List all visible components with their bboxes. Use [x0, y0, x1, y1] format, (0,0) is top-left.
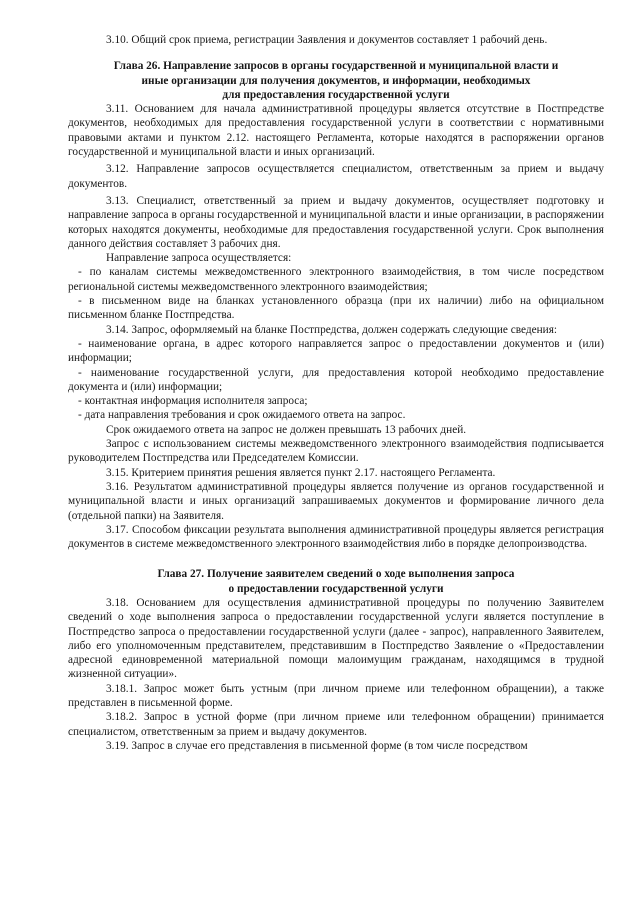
- paragraph-3-13: 3.13. Специалист, ответственный за прием и выдачу документов, осуществляет подготовку и направление запроса в органы государственной и муниципальной власти и иные организации, в распоряжении которых находятся документы, необходимые для предоставления государственной услуги. Срок выполнения данного действия составляет 3 рабочих дня.: [68, 194, 604, 250]
- paragraph-3-14: 3.14. Запрос, оформляемый на бланке Постпредства, должен содержать следующие сведения:: [106, 323, 558, 336]
- paragraph-3-15: 3.15. Критерием принятия решения является пункт 2.17. настоящего Регламента.: [106, 466, 496, 479]
- paragraph-item-2: - наименование государственной услуги, для предоставления которой необходимо предоставление документа и (или) информации;: [68, 366, 604, 393]
- chapter-26-title-line-1: Глава 26. Направление запросов в органы государственной и муниципальной власти и: [113, 60, 559, 73]
- paragraph-direction: Направление запроса осуществляется:: [106, 252, 292, 265]
- paragraph-channel-1: - по каналам системы межведомственного электронного взаимодействия, в том числе посредством региональной системы межведомственного электронного взаимодействия;: [68, 266, 604, 293]
- spacer: [68, 47, 604, 59]
- paragraph-signed: Запрос с использованием системы межведомственного электронного взаимодействия подписывается руководителем Постпредства или Председателем Комиссии.: [68, 438, 604, 465]
- paragraph-3-11: 3.11. Основанием для начала административной процедуры является отсутствие в Постпредстве документов, необходимых для предоставления государственной услуги в соответствии с нормативными правовыми актами и пунктом 2.12. настоящего Регламента, которые находятся в распоряжении органов государственной и муниципальной власти и иных организаций.: [68, 103, 604, 159]
- paragraph-3-10: 3.10. Общий срок приема, регистрации Заявления и документов составляет 1 рабочий день.: [106, 34, 548, 46]
- spacer: [68, 551, 604, 567]
- paragraph-channel-2: - в письменном виде на бланках установленного образца (при их наличии) либо на официальном письменном бланке Постпредства.: [68, 295, 604, 322]
- paragraph-deadline: Срок ожидаемого ответа на запрос не должен превышать 13 рабочих дней.: [106, 423, 467, 436]
- chapter-27-title-line-1: Глава 27. Получение заявителем сведений о ходе выполнения запроса: [157, 568, 515, 581]
- chapter-26-title-line-2: иные организации для получения документов, и информации, необходимых: [141, 74, 531, 87]
- chapter-26-title-line-3: для предоставления государственной услуги: [222, 88, 450, 101]
- paragraph-item-1: - наименование органа, в адрес которого направляется запрос о предоставлении документов и (или) информации;: [68, 337, 604, 365]
- paragraph-3-18-2: 3.18.2. Запрос в устной форме (при личном приеме или телефонном обращении) принимается специалистом, ответственным за прием и выдачу документов.: [68, 711, 604, 738]
- paragraph-item-3: - контактная информация исполнителя запроса;: [78, 395, 308, 408]
- paragraph-item-4: - дата направления требования и срок ожидаемого ответа на запрос.: [78, 409, 406, 422]
- paragraph-3-17: 3.17. Способом фиксации результата выполнения административной процедуры является регистрация документов в системе межведомственного электронного взаимодействия либо в порядке делопроизводства.: [68, 523, 604, 551]
- paragraph-3-19: 3.19. Запрос в случае его представления в письменной форме (в том числе посредством: [106, 739, 528, 752]
- paragraph-3-12: 3.12. Направление запросов осуществляется специалистом, ответственным за прием и выдачу документов.: [68, 163, 604, 190]
- chapter-27-title-line-2: о предоставлении государственной услуги: [228, 582, 444, 595]
- paragraph-3-18: 3.18. Основанием для осуществления административной процедуры по получению Заявителем сведений о ходе выполнения запроса о предоставлении государственной услуги является поступление в Постпредство запроса о предоставлении государственной услуги (далее - запрос), направленного Заявителем, либо его уполномоченным представителем, представившим в Постпредство Заявление о «Предоставлении адресной единовременной материальной помощи малоимущим гражданам, находящимся в трудной жизненной ситуации».: [68, 596, 604, 681]
- paragraph-3-16: 3.16. Результатом административной процедуры является получение из органов государственной и муниципальной власти и иных организаций запрашиваемых документов и формирование личного дела (отдельной папки) на Заявителя.: [68, 480, 604, 522]
- paragraph-3-18-1: 3.18.1. Запрос может быть устным (при личном приеме или телефонном обращении), а также представлен в письменной форме.: [68, 682, 604, 710]
